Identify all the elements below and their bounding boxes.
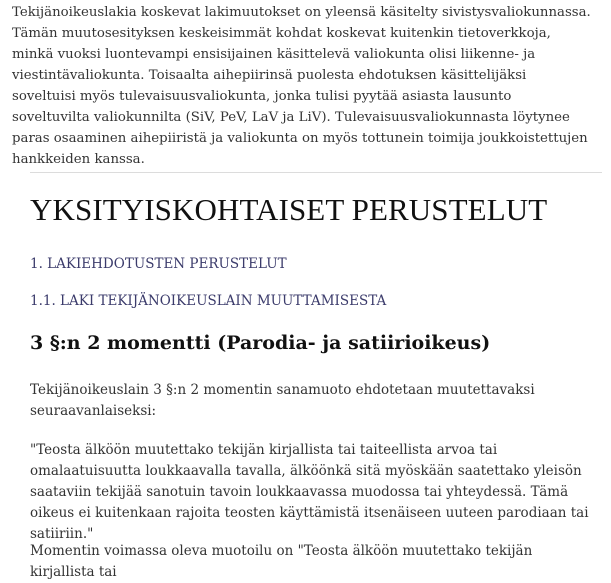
section-heading-parody-satire: 3 §:n 2 momentti (Parodia- ja satiirioikeus) xyxy=(30,332,491,354)
intro-paragraph: Tekijänoikeuslakia koskevat lakimuutokset on yleensä käsitelty sivistysvaliokunnassa. Tämän muutosesityksen keskeisimmät kohdat koskevat kuitenkin tietoverkkoja, minkä vuoksi luontevampi ensisijainen käsittelevä valiokunta olisi liikenne- ja viestintävaliokunta. Toisaalta aihepiirinsä puolesta ehdotuksen käsittelijäksi soveltuisi myös tulevaisuusvaliokunta, jonka tulisi pyytää asiasta lausunto soveltuvilta valiokunnilta (SiV, PeV, LaV ja LiV). Tulevaisuusvaliokunnasta löytynee paras osaaminen aihepiiristä ja valiokunta on myös tottunein toimija joukkoistettujen hankkeiden kanssa. xyxy=(12,5,591,167)
subheading-law-proposals: 1. LAKIEHDOTUSTEN PERUSTELUT xyxy=(30,256,287,272)
body-paragraph: Tekijänoikeuslain 3 §:n 2 momentin sanamuoto ehdotetaan muutettavaksi seuraavanlaiseksi: xyxy=(30,382,535,419)
body-paragraph-current-wording: Momentin voimassa oleva muotoilu on "Teosta älköön muutettako tekijän kirjallista tai xyxy=(30,543,533,580)
quoted-proposal-text: "Teosta älköön muutettako tekijän kirjallista tai taiteellista arvoa tai omalaatuisuutta loukkaavalla tavalla, älköönkä sitä myöskään saatettako yleisön saataviin tekijää sanotuin tavoin loukkaavassa muodossa tai yhteydessä. Tämä oikeus ei kuitenkaan rajoita teosten käyttämistä itsenäiseen uuteen parodiaan tai satiiriin." xyxy=(30,442,589,542)
section-divider xyxy=(30,172,602,173)
subheading-copyright-law-amendment: 1.1. LAKI TEKIJÄNOIKEUSLAIN MUUTTAMISESTA xyxy=(30,293,387,309)
main-heading: YKSITYISKOHTAISET PERUSTELUT xyxy=(30,192,548,227)
